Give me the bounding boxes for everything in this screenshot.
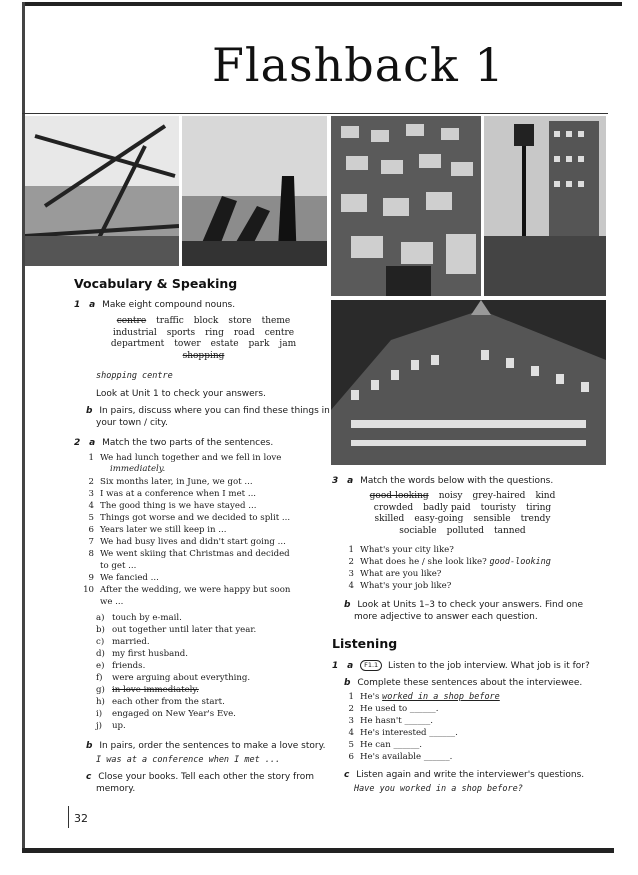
- list-item: 2 What does he / she look like? good-looking: [348, 557, 551, 567]
- vocab-heading: Vocabulary & Speaking: [74, 276, 238, 291]
- list-item: f) were arguing about everything.: [96, 673, 251, 683]
- q1b-text-2: your town / city.: [96, 418, 168, 428]
- listening-1b-letter: b: [344, 678, 351, 688]
- q1a-line: [74, 300, 235, 311]
- listening-1c: [344, 770, 584, 781]
- list-item: 6 Years later we still keep in ...: [88, 525, 227, 535]
- word: sociable: [399, 525, 437, 536]
- audio-track-icon: [360, 660, 382, 671]
- q3b-text-2: more adjective to answer each question.: [354, 612, 538, 622]
- word: sensible: [473, 514, 511, 524]
- list-item: 5 Things got worse and we decided to split ...: [88, 513, 291, 523]
- list-item: 3 What are you like?: [348, 569, 442, 579]
- street-lamp-tower-block-photo: [484, 116, 606, 296]
- word: industrial: [112, 327, 157, 338]
- list-item: g) in love immediately.: [96, 685, 199, 695]
- q2c-text-1: Close your books. Tell each other the story from: [98, 772, 314, 782]
- word-row-4: [96, 351, 311, 363]
- q2b-letter: b: [86, 741, 93, 751]
- word: road: [233, 327, 255, 338]
- q1a-letter: a: [89, 300, 96, 310]
- q2c-text-2: memory.: [96, 784, 136, 794]
- list-item: 1 He's worked in a shop before: [348, 692, 500, 702]
- list-item: 2 He used to ______.: [348, 704, 439, 714]
- word: traffic: [156, 316, 184, 326]
- compound-word-box: [96, 316, 311, 362]
- word: store: [228, 316, 252, 326]
- word-row-2: [96, 328, 311, 340]
- word: block: [193, 316, 219, 326]
- q2a-instruction: Match the two parts of the sentences.: [102, 438, 274, 448]
- list-item: 6 He's available ______.: [348, 752, 453, 762]
- word: theme: [261, 316, 291, 326]
- list-item: 5 He can ______.: [348, 740, 423, 750]
- q3a-instruction: Match the words below with the questions.: [360, 476, 554, 486]
- q2a-letter: a: [89, 438, 96, 448]
- list-item: a) touch by e-mail.: [96, 613, 182, 623]
- q1-number: 1: [74, 300, 81, 310]
- word: noisy: [438, 491, 463, 501]
- list-item: 3 He hasn't ______.: [348, 716, 433, 726]
- word: tower: [174, 339, 201, 349]
- word: easy-going: [414, 514, 464, 524]
- listening-1a: [332, 660, 590, 672]
- listening-heading: Listening: [332, 636, 398, 651]
- word: department: [110, 339, 165, 349]
- listening-1a-text: Listen to the job interview. What job is it for?: [388, 661, 590, 671]
- listening-1a-letter: a: [347, 661, 354, 671]
- word: trendy: [520, 514, 551, 524]
- list-item: d) my first husband.: [96, 649, 189, 659]
- list-item: h) each other from the start.: [96, 697, 225, 707]
- q3b: [344, 600, 583, 611]
- word-row-1: [350, 491, 575, 503]
- q1b: [86, 406, 330, 417]
- list-item: b) out together until later that year.: [96, 625, 257, 635]
- word-row-4: [350, 526, 575, 538]
- list-item: 3 I was at a conference when I met ...: [88, 489, 257, 499]
- list-item: 1 We had lunch together and we fell in love: [88, 453, 282, 463]
- listening-1b: [344, 678, 582, 689]
- word: kind: [535, 491, 556, 501]
- word: tanned: [494, 525, 526, 536]
- department-store-photo: [331, 300, 606, 465]
- word-row-3: [350, 514, 575, 526]
- q3a: [332, 476, 553, 487]
- word: estate: [210, 339, 239, 349]
- word: skilled: [374, 514, 405, 524]
- q2b-handwritten: I was at a conference when I met ...: [96, 755, 281, 765]
- word: grey-haired: [472, 491, 526, 501]
- q1b-letter: b: [86, 406, 93, 416]
- list-item: immediately.: [110, 464, 166, 474]
- page-title: Flashback 1: [212, 38, 505, 92]
- list-item: 8 We went skiing that Christmas and decided: [88, 549, 290, 559]
- top-border: [22, 2, 622, 6]
- word: touristy: [480, 502, 516, 513]
- word: park: [248, 339, 270, 349]
- word-row-2: [350, 503, 575, 515]
- list-item: we ...: [100, 597, 124, 607]
- word: sports: [166, 327, 196, 338]
- word: badly paid: [423, 502, 471, 513]
- list-item: 1 What's your city like?: [348, 545, 454, 555]
- list-item: e) friends.: [96, 661, 146, 671]
- q3-number: 3: [332, 476, 339, 486]
- q2a: [74, 438, 273, 449]
- q1b-text-1: In pairs, discuss where you can find these things in: [99, 406, 330, 416]
- list-item: 9 We fancied ...: [88, 573, 159, 583]
- list-item: j) up.: [96, 721, 126, 731]
- q2b: [86, 741, 326, 752]
- list-item: c) married.: [96, 637, 150, 647]
- word-row-1: [96, 316, 311, 328]
- list-item: 4 What's your job like?: [348, 581, 452, 591]
- fairground-ride-photo: [25, 116, 179, 266]
- listening-1c-handwritten: Have you worked in a shop before?: [354, 784, 523, 794]
- list-item: 7 We had busy lives and didn't start going ...: [88, 537, 286, 547]
- word: centre: [116, 316, 147, 326]
- list-item: 10 After the wedding, we were happy but soon: [83, 585, 291, 595]
- handwritten-answer: shopping centre: [96, 371, 173, 381]
- track-number: F1.1: [364, 661, 379, 669]
- word-row-3: [96, 339, 311, 351]
- listening-1c-letter: c: [344, 770, 350, 780]
- q3b-letter: b: [344, 600, 351, 610]
- q3a-letter: a: [347, 476, 354, 486]
- adjective-word-box: [350, 491, 575, 537]
- word: good-looking: [369, 491, 429, 501]
- list-item: 4 The good thing is we have stayed ...: [88, 501, 257, 511]
- list-item: 2 Six months later, in June, we got ...: [88, 477, 253, 487]
- q2b-text: In pairs, order the sentences to make a love story.: [99, 741, 326, 751]
- word: ring: [205, 327, 224, 338]
- q2c: [86, 772, 314, 783]
- list-item: 4 He's interested ______.: [348, 728, 458, 738]
- word: crowded: [373, 502, 414, 513]
- word: polluted: [446, 525, 485, 536]
- word: centre: [264, 327, 295, 338]
- page-number-rule: [68, 806, 69, 828]
- listening-1c-text: Listen again and write the interviewer's questions.: [356, 770, 585, 780]
- q1a-check: Look at Unit 1 to check your answers.: [96, 389, 266, 399]
- word: shopping: [182, 350, 225, 361]
- bottom-border: [22, 848, 614, 853]
- traffic-jam-photo: [331, 116, 481, 296]
- q2-number: 2: [74, 438, 81, 448]
- q1a-instruction: Make eight compound nouns.: [102, 300, 236, 310]
- title-underline: [22, 113, 608, 114]
- listening-number: 1: [332, 661, 339, 671]
- page-number: 32: [74, 812, 88, 825]
- list-item: to get ...: [100, 561, 137, 571]
- q2c-letter: c: [86, 772, 92, 782]
- word: tiring: [525, 502, 552, 513]
- word: jam: [279, 339, 297, 349]
- power-station-chimneys-photo: [182, 116, 327, 266]
- q3b-text-1: Look at Units 1–3 to check your answers. Find one: [357, 600, 584, 610]
- listening-1b-text: Complete these sentences about the interviewee.: [357, 678, 583, 688]
- list-item: i) engaged on New Year's Eve.: [96, 709, 236, 719]
